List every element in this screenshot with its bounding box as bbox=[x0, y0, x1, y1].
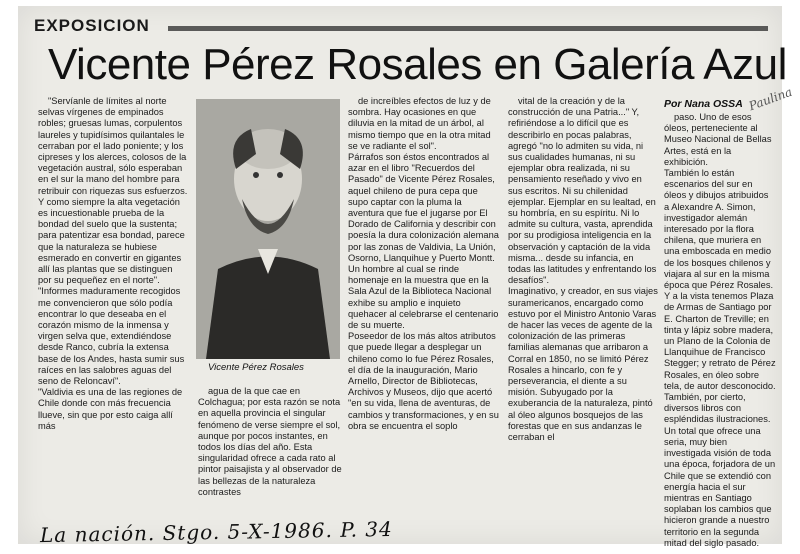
byline: Por Nana OSSA bbox=[664, 98, 743, 110]
handwritten-signature: Paulina bbox=[746, 84, 795, 114]
handwritten-source-note: La nación. Stgo. 5-X-1986. P. 34 bbox=[39, 516, 393, 548]
column-text: "Servíanle de límites al norte selvas vírgenes de empinados robles; gruesas lumas, corpulentos laureles y tupidísimos quilantales le cerraban por el lado poniente; y los cipreses y los alerces, colosos de la vegetación austral, sólo esperaban en el sur la mano del hombre para retribuir con riquezas sus esfuerzos. Y como siempre la alta vegetación es incuestionable prueba de la bondad del suelo que la sustenta; para patentizar esa bondad, parece que la naturaleza se hubiese esmerado en convertir en gigantes allí las plantas que se distinguen por su pequeñez en el norte". "Informes maduramente recogidos me convencieron que sólo podía encontrar lo que deseaba en el corazón mismo de la inmensa y virgen selva que, extendiéndose desde Ranco, cubría la extensa base de los Andes, hasta sumir sus raíces en las salobres aguas del seno de Reloncaví". "Valdivia es una de las regiones de Chile donde con más frecuencia llueve, sin que por esto caiga allí más bbox=[38, 96, 188, 431]
portrait-illustration bbox=[196, 99, 340, 359]
newspaper-clipping bbox=[18, 6, 795, 548]
article-column-4 bbox=[508, 96, 658, 443]
article-column-1 bbox=[38, 96, 188, 526]
column-text-block bbox=[198, 386, 348, 498]
column-text: vital de la creación y de la construcción de una Patria..." Y, refiriéndose a lo difícil que es describirlo en pocas palabras, agregó "no lo admiten su vida, ni sus cualidades humanas, ni su ejemplar obra realizada, ni su pensamiento reseñado y vivo en sus escritos. Ni su chilenidad ejemplar. Ejemplar en su lealtad, en su hombría, en su espíritu. Ni lo admite su cultura, vasta, aprendida por su prodigiosa inteligencia en la observación y captación de la vida misma... desde su infancia, en todas las latitudes y enfrentando los desafíos". Imaginativo, y creador, en sus viajes suramericanos, encargado como estuvo por el Ministro Antonio Varas de hacer las veces de agente de la colonización de las primeras familias alemanas que arribaron a Corral en 1850, no se limitó Pérez Rosales a hincarlo, con fe y perseverancia, el diente a su misión. Subyugado por la exuberancia de la naturaleza, pintó al óleo algunos bosquejos de las forestas que en sus andanzas le cerraban el bbox=[508, 96, 658, 443]
headline: Vicente Pérez Rosales en Galería Azul bbox=[48, 40, 787, 89]
article-column-5 bbox=[664, 112, 776, 549]
section-rule bbox=[168, 26, 768, 31]
column-text: agua de la que cae en Colchagua; por esta razón se nota en aquella provincia el singular fenómeno de verse siempre el sol, aunque por pocos instantes, en todos los días del año. Esta singularidad ofrece a cada rato al pintor paisajista y al observador de las bellezas de la naturaleza contrastes bbox=[198, 386, 342, 497]
portrait-photo bbox=[196, 99, 340, 359]
column-text: paso. Uno de esos óleos, perteneciente al Museo Nacional de Bellas Artes, está en la exhibición. También lo están escenarios del sur en óleos y dibujos atribuidos a Alexandre A. Simon, investigador alemán interesado por la flora chilena, que muriera en una emboscada en medio de los bosques chilenos y viajara al sur en la misma época que Pérez Rosales. Y a la vista tenemos Plaza de Armas de Santiago por E. Charton de Treville; en tinta y lápiz sobre madera, un Plano de la Colonia de Llanquihue de Francisco Stegger; y retrato de Pérez Rosales, en óleo sobre tela, de autor desconocido. También, por cierto, diversos libros con espléndidas ilustraciones. Un total que ofrece una seria, muy bien investigada visión de toda una época, forjadora de un Chile que se extendió con energía hacia el sur mientras en Santiago soplaban los cambios que hicieron grande a nuestro territorio en la segunda mitad del siglo pasado. bbox=[664, 112, 776, 548]
section-label: EXPOSICION bbox=[34, 16, 150, 35]
photo-caption: Vicente Pérez Rosales bbox=[208, 362, 304, 373]
article-column-3 bbox=[348, 96, 500, 432]
column-text: de increíbles efectos de luz y de sombra. Hay ocasiones en que diluvia en la mitad de un árbol, al mismo tiempo que en la otra mitad se ve radiante el sol". Párrafos son éstos encontrados al azar en el libro "Recuerdos del Pasado" de Vicente Pérez Rosales, aquel chileno de pura cepa que supo captar con la pluma la aventura que fue el jugarse por El Dorado de California y describir con poesía la dura colonización alemana por las zonas de Valdivia, La Unión, Osorno, Llanquihue y Puerto Montt. Un hombre al cual se rinde homenaje en la muestra que en la Sala Azul de la Biblioteca Nacional exhibe su amplio e inquieto quehacer al celebrarse el centenario de su muerte. Poseedor de los más altos atributos que puede llegar a desplegar un chileno como lo fue Pérez Rosales, el día de la inauguración, Mario Arnello, Director de Bibliotecas, Archivos y Museos, dijo que acertó "en su vida, llena de aventuras, de cambios y transformaciones, y en su obra se encuentra el soplo bbox=[348, 96, 499, 431]
